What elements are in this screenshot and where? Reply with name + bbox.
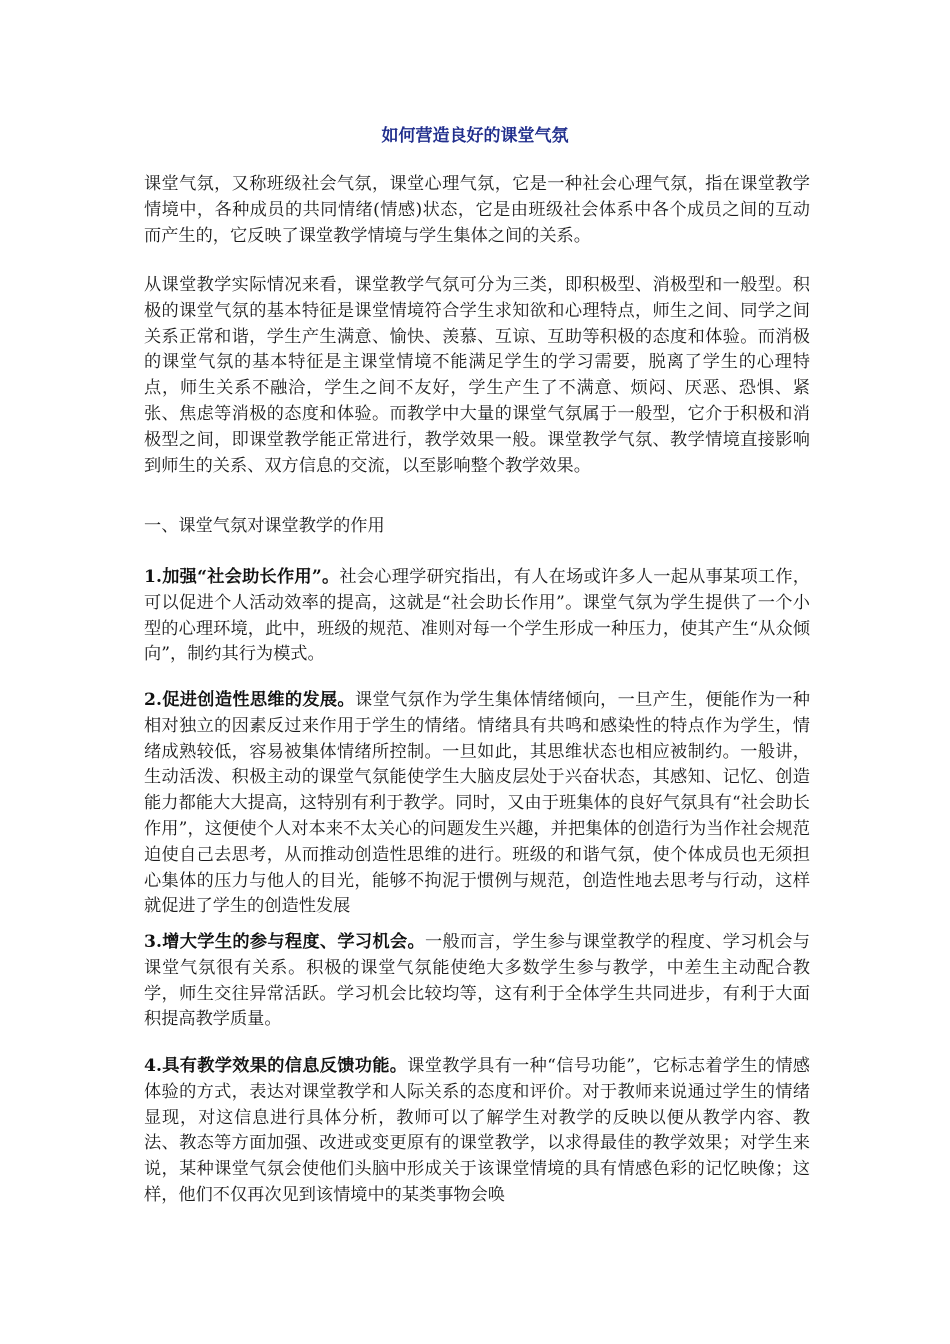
document-title: 如何营造良好的课堂气氛 [381, 126, 569, 146]
list-item-4 [144, 1054, 810, 1209]
paragraph-types: 从课堂教学实际情况来看，课堂教学气氛可分为三类，即积极型、消极型和一般型。积极的课堂气氛的基本特征是课堂情境符合学生求知欲和心理特点，师生之间、同学之间关系正常和谐，学生产生满意、愉快、羡慕、互谅、互助等积极的态度和体验。而消极的课堂气氛的基本特征是主课堂情境不能满足学生的学习需要，脱离了学生的心理特点，师生关系不融洽，学生之间不友好，学生产生了不满意、烦闷、厌恶、恐惧、紧张、焦虑等消极的态度和体验。而教学中大量的课堂气氛属于一般型，它介于积极和消极型之间，即课堂教学能正常进行，教学效果一般。课堂教学气氛、教学情境直接影响到师生的关系、双方信息的交流，以至影响整个教学效果。 [144, 275, 810, 476]
list-item-4-body: 课堂教学具有一种“信号功能”，它标志着学生的情感体验的方式，表达对课堂教学和人际关系的态度和评价。对于教师来说通过学生的情绪显现，对这信息进行具体分析，教师可以了解学生对教学的反映以便从教学内容、教法、教态等方面加强、改进或变更原有的课堂教学，以求得最佳的教学效果；对学生来说，某种课堂气氛会使他们头脑中形成关于该课堂情境的具有情感色彩的记忆映像；这样，他们不仅再次见到该情境中的某类事物会唤 [144, 1056, 810, 1205]
list-item-3-heading: 3.增大学生的参与程度、学习机会。 [144, 932, 425, 952]
section-heading-1: 一、课堂气氛对课堂教学的作用 [144, 516, 385, 536]
list-item-1-heading: 1.加强“社会助长作用”。 [144, 567, 340, 587]
list-item-2 [144, 688, 810, 920]
list-item-3-body: 一般而言，学生参与课堂教学的程度、学习机会与课堂气氛很有关系。积极的课堂气氛能使绝大多数学生参与教学，中差生主动配合教学，师生交往异常活跃。学习机会比较均等，这有利于全体学生共同进步，有利于大面积提高教学质量。 [144, 932, 810, 1030]
list-item-2-heading: 2.促进创造性思维的发展。 [144, 690, 355, 710]
list-item-3 [144, 930, 810, 1033]
list-item-4-heading: 4.具有教学效果的信息反馈功能。 [144, 1056, 408, 1076]
list-item-1-body: 社会心理学研究指出，有人在场或许多人一起从事某项工作，可以促进个人活动效率的提高，这就是“社会助长作用”。课堂气氛为学生提供了一个小型的心理环境，此中，班级的规范、准则对每一个学生形成一种压力，使其产生“从众倾向”，制约其行为模式。 [144, 567, 810, 665]
list-item-2-body: 课堂气氛作为学生集体情绪倾向，一旦产生，便能作为一种相对独立的因素反过来作用于学生的情绪。情绪具有共鸣和感染性的特点作为学生，情绪成熟较低，容易被集体情绪所控制。一旦如此，其思维状态也相应被制约。一般讲，生动活泼、积极主动的课堂气氛能使学生大脑皮层处于兴奋状态，其感知、记忆、创造能力都能大大提高，这特别有利于教学。同时，又由于班集体的良好气氛具有“社会助长作用”，这便使个人对本来不太关心的问题发生兴趣，并把集体的创造行为当作社会规范迫使自己去思考，从而推动创造性思维的进行。班级的和谐气氛，使个体成员也无须担心集体的压力与他人的目光，能够不拘泥于惯例与规范，创造性地去思考与行动，这样就促进了学生的创造性发展 [144, 690, 810, 917]
paragraph-definition: 课堂气氛，又称班级社会气氛，课堂心理气氛，它是一种社会心理气氛，指在课堂教学情境中，各种成员的共同情绪(情感)状态，它是由班级社会体系中各个成员之间的互动而产生的，它反映了课堂教学情境与学生集体之间的关系。 [144, 174, 810, 246]
list-item-1 [144, 565, 810, 668]
